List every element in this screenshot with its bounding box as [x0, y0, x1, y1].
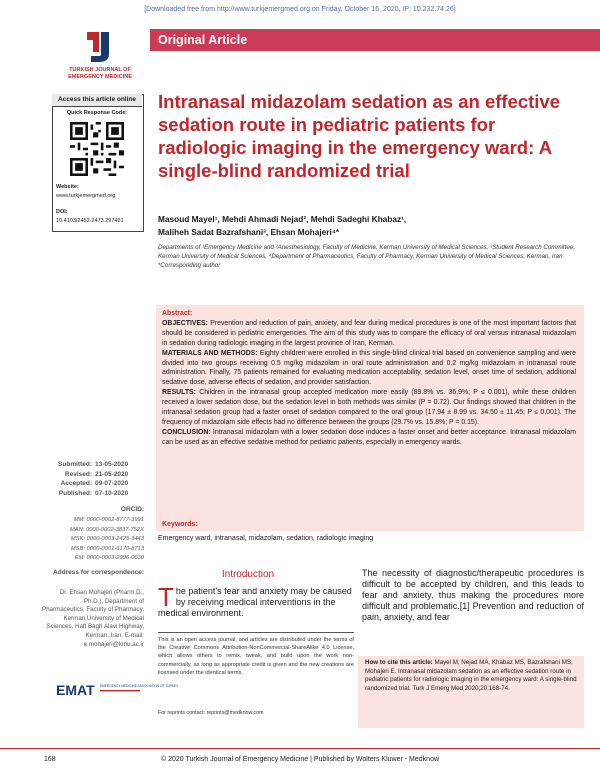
qr-code-icon[interactable] — [70, 122, 124, 176]
website-label: Website: — [56, 184, 79, 190]
abstract-objectives: OBJECTIVES: Prevention and reduction of pain, anxiety, and fear during medical procedures is one of the most important factors that should be considered in pediatric emergencies. The aim of this study was to compare the efficacy of oral versus intranasal midazolam in sedation during radiologic imaging in the largest province of Iran, Kerman. — [162, 319, 576, 347]
article-type-bar — [150, 29, 600, 51]
abstract-content — [162, 309, 576, 448]
correspondence-address: Dr. Ehsan Mohajeri (Pharm.D., Ph.D.), Department of Pharmaceutics, Faculty of Pharmacy, Kerman University of Medical Sciences, Haft Bagh Alavi Highway, Kerman, Iran. E-mail: e.mohajeri@kmu.ac.ir — [41, 589, 144, 648]
svg-text:EMERGENCY MEDICINE ASSOCIATION: EMERGENCY MEDICINE ASSOCIATION OF TURKEY — [100, 684, 179, 688]
orcid-item: EM: 0000-0003-2996-0630 — [74, 555, 144, 562]
orcid-item: MM: 0000-0002-8777-3991 — [73, 517, 144, 523]
download-notice: [Downloaded free from http://www.turkjemergmed.org on Friday, October 16, 2020, IP: 10.232.74.26] — [144, 6, 456, 13]
abstract-heading: Abstract: — [162, 310, 193, 317]
affiliations: Departments of ¹Emergency Medicine and ²Anesthesiology, Faculty of Medicine, Kerman University of Medical Sciences, ³Student Research Committee, Kerman University of Medical Sciences, ⁴Department of Pharmaceutics, Faculty of Pharmacy, Kerman University of Medical Sciences, Kerman, Iran *Corresponding author — [158, 244, 576, 270]
footer-divider — [0, 748, 600, 749]
svg-text:EMAT: EMAT — [56, 682, 95, 698]
emat-logo-icon — [56, 680, 179, 700]
correspondence-label: Address for correspondence: — [52, 569, 144, 576]
authors: Masoud Mayel¹, Mehdi Ahmadi Nejad², Mehdi Sadeghi Khabaz¹, Maliheh Sadat Bazrafshani³, Ehsan Mohajeri⁴* — [158, 214, 407, 237]
orcid-label: ORCID: — [120, 506, 144, 513]
orcid-item: MSB: 0000-0001-6170-8713 — [70, 545, 144, 552]
intro-heading: Introduction — [221, 569, 275, 580]
doi-label: DOI: — [56, 209, 68, 215]
intro-paragraph: The patient's fear and anxiety may be caused by receiving medical interventions in the medical environment. — [158, 582, 352, 618]
article-dates: Submitted: 13-05-2020 Revised: 21-05-2020 Accepted: 09-07-2020 Published: 07-10-2020 — [58, 461, 129, 497]
footer-copyright: © 2020 Turkish Journal of Emergency Medicine | Published by Wolters Kluwer - Medknow — [160, 756, 440, 763]
journal-logo-icon — [85, 30, 111, 64]
doi-link[interactable]: 10.4103/2452-2473.297461 — [56, 218, 124, 224]
abstract-results: RESULTS: Children in the intranasal group accepted medication more easily (89.8% vs. 36.9%; P ≤ 0.001), while these children received a lower sedation dose, but the sedation level in both methods was similar (P = 0.72). Our findings showed that children in the intranasal sedation group had a faster onset of sedation compared to the oral group (17.94 ± 8.99 vs. 34.50 ± 11.45; P ≤ 0.001). The frequency of midazolam side effects had no difference between the groups (29.7% vs. 15.8%; P = 0.15). — [162, 389, 576, 426]
license-note: This is an open access journal, and articles are distributed under the terms of the Creative Commons Attribution-NonCommercial-ShareAlike 4.0 License, which allows others to remix, tweak, and build upon the work non-commercially, as long as appropriate credit is given and the new creations are licensed under the identical terms. — [158, 632, 354, 677]
website-link[interactable]: www.turkjemergmed.org — [56, 193, 116, 199]
journal-logo-text: TURKISH JOURNAL OF EMERGENCY MEDICINE — [68, 67, 132, 80]
qr-label: Quick Response Code: — [66, 110, 128, 116]
abstract-methods: MATERIALS AND METHODS: Eighty children were enrolled in this single-blind clinical trial based on convenience sampling and were divided into two groups receiving 0.5 mg/kg midazolam in oral route administration and 0.2 mg/kg midazolam in intranasal route administration. Finally, 75 patients remained for evaluating medication acceptability, sedation level, onset time of sedation, additional sedative dose, adverse effects of sedation, and provider satisfaction. — [162, 349, 576, 387]
access-title: Access this article online — [52, 94, 142, 107]
keywords-label: Keywords: — [162, 521, 198, 528]
article-type: Original Article — [158, 33, 248, 47]
reprints-note: For reprints contact: reprints@medknow.com — [158, 710, 264, 716]
orcid-item: MSK: 0000-0003-2425-3443 — [70, 536, 144, 543]
article-title: Intranasal midazolam sedation as an effective sedation route in pediatric patients for radiologic imaging in the emergency ward: A single-blind randomized trial — [158, 91, 561, 181]
page-number: 168 — [44, 756, 56, 763]
how-to-cite: How to cite this article: Mayel M, Nejad MA, Khabaz MS, Bazrafshani MS, Mohajeri E. Intranasal midazolam sedation as an effective sedation route in pediatric patients for radiologic imaging in the emergency ward: A single-blind randomized trial. Turk J Emerg Med 2020;20:168-74. — [365, 659, 577, 693]
body-text-column-2: The necessity of diagnostic/therapeutic procedures is difficult to be accepted by children, and this leads to fear and anxiety, thus making the procedures more difficult and problematic.[1] Prevention and reduction of pain, anxiety, and fear — [362, 568, 584, 622]
orcid-list — [40, 516, 144, 564]
keywords: Emergency ward, intranasal, midazolam, sedation, radiologic imaging — [158, 535, 374, 542]
abstract-conclusion: CONCLUSION: Intranasal midazolam with a lower sedation dose induces a faster onset and better acceptance. Intranasal midazolam can be used as an effective sedative method for pediatric patients, especially in emergency wards. — [162, 428, 576, 446]
orcid-item: MAN: 0000-0002-3837-752X — [69, 526, 144, 533]
